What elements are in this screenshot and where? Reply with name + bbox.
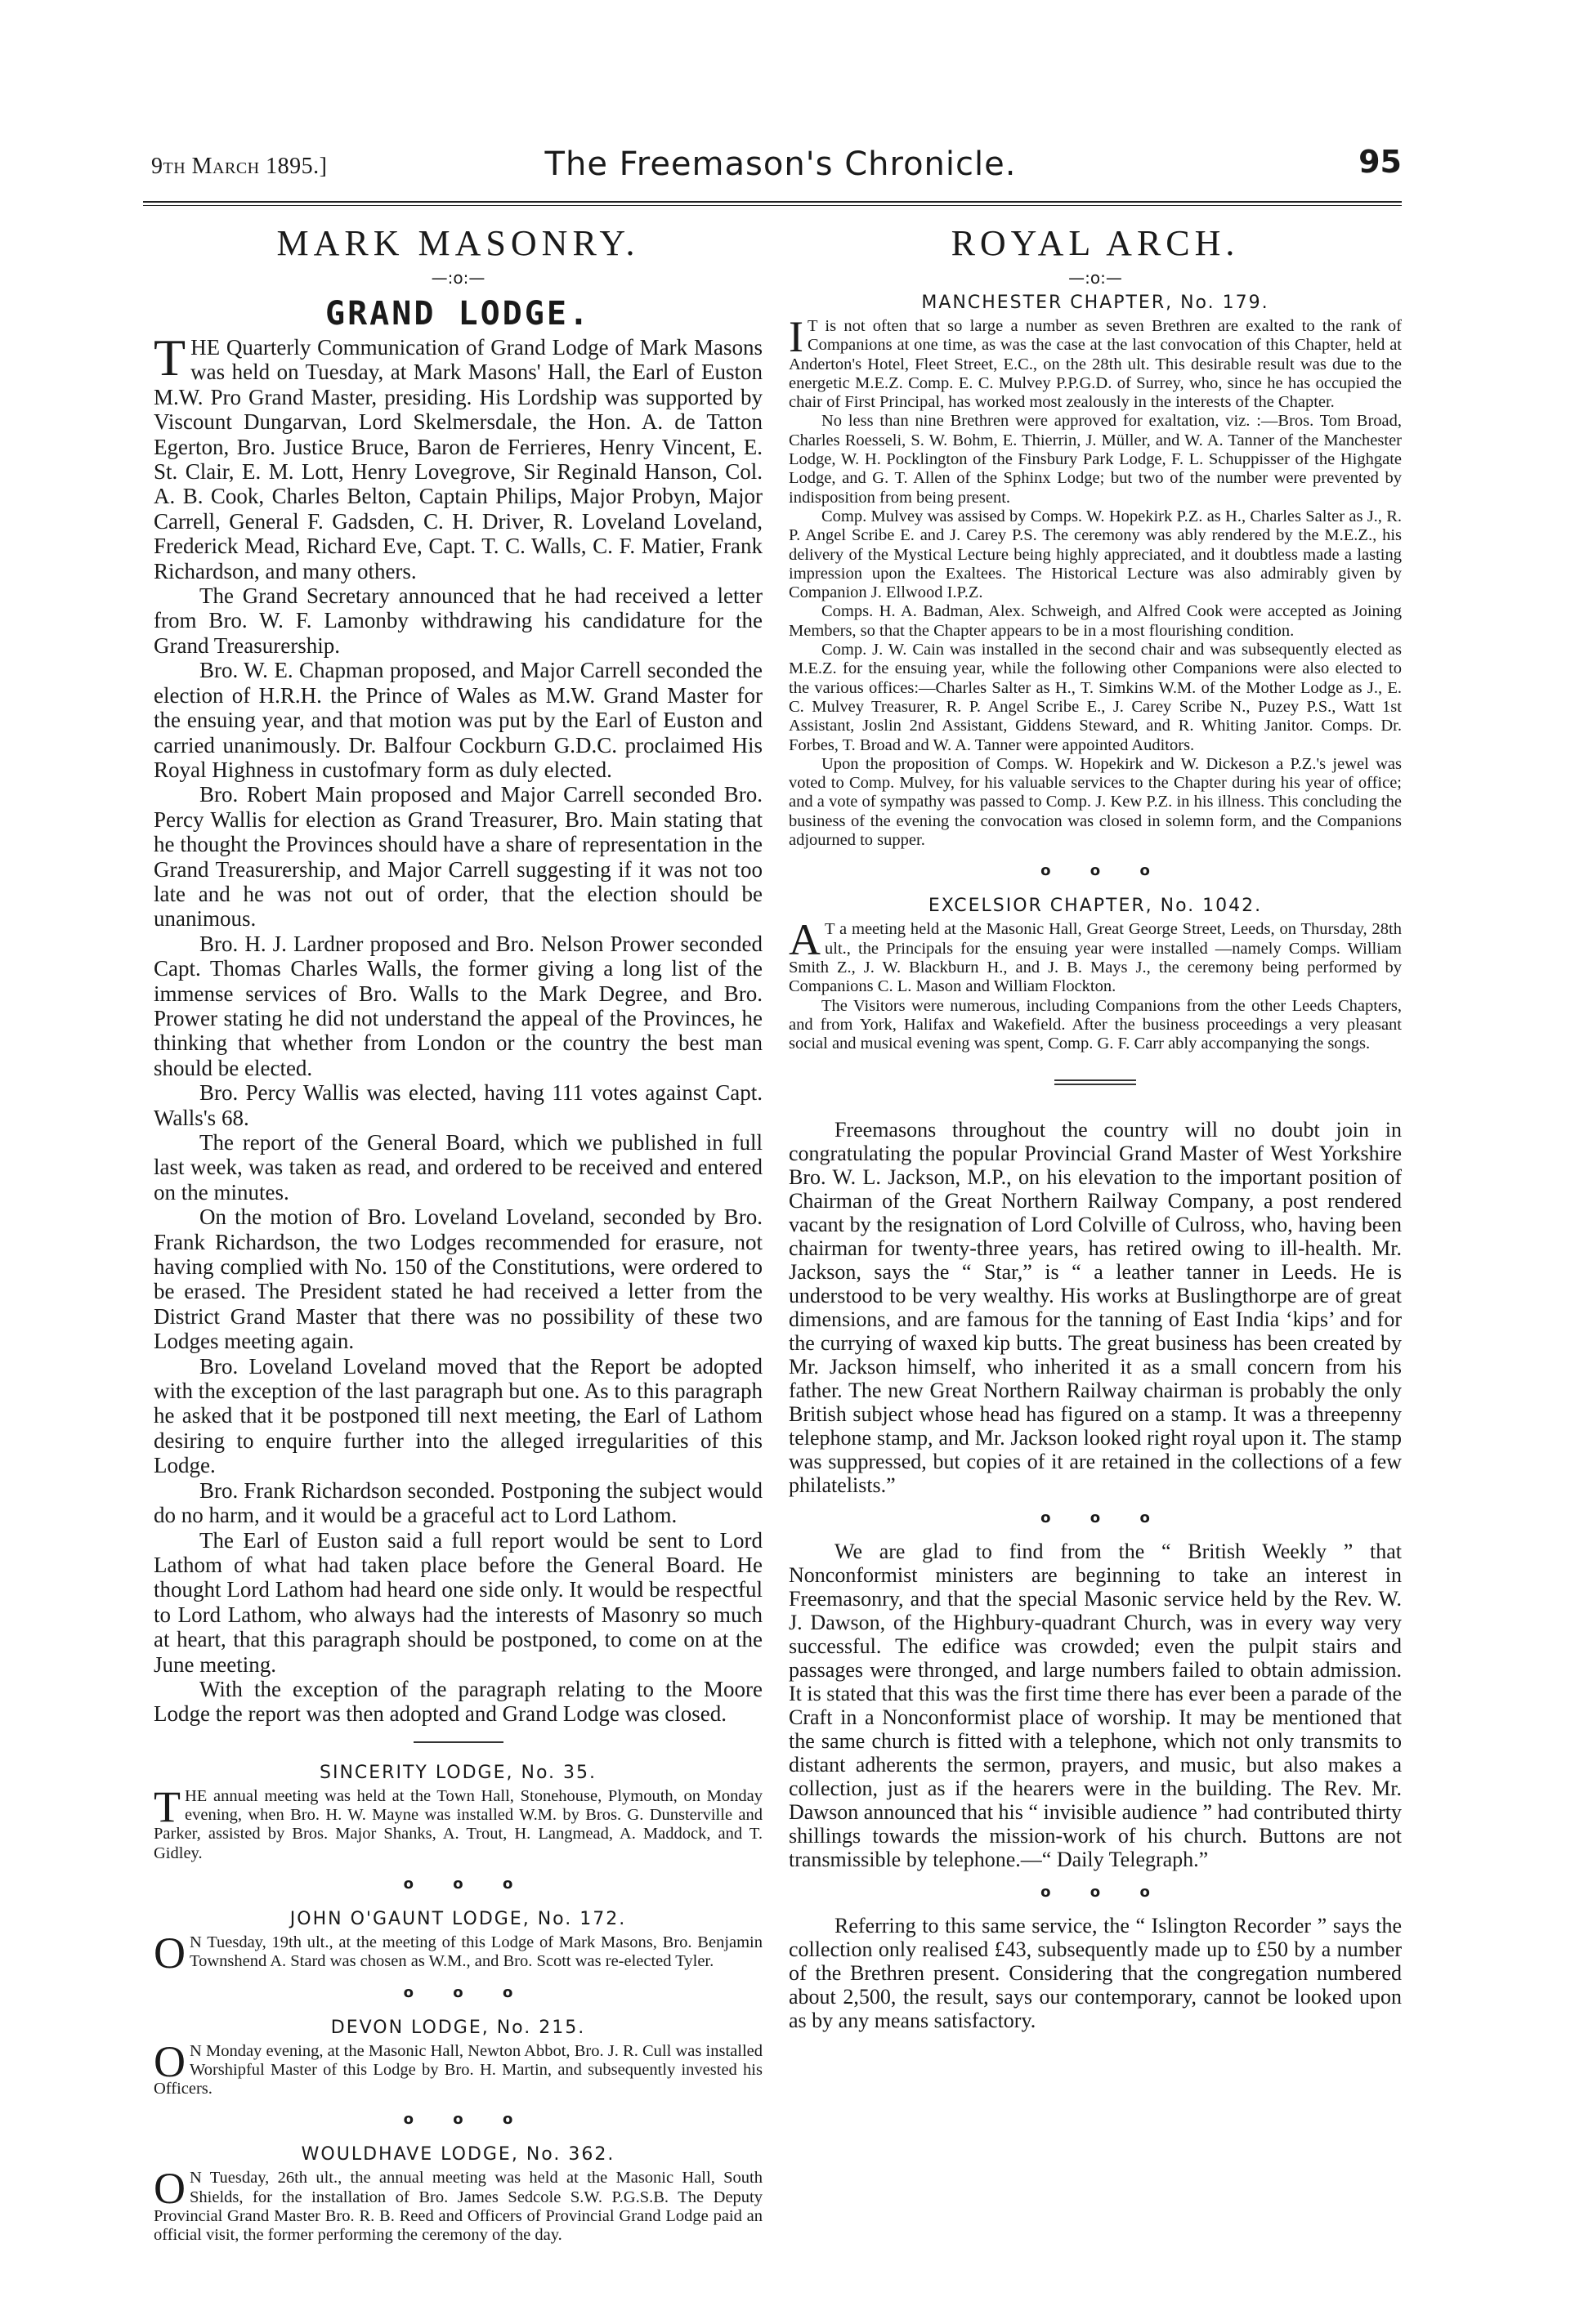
drop-cap: T — [154, 1781, 181, 1831]
paragraph: Bro. Loveland Loveland moved that the Report be adopted with the exception of the last paragraph but one. As to this paragraph he asked that it be postponed till next meeting, the Earl of Lathom desiring to enquire further into the alleged irregularities of this Lodge. — [154, 1353, 763, 1478]
drop-cap: I — [789, 312, 803, 361]
paragraph: Bro. Frank Richardson seconded. Postponing the subject would do no harm, and it would be a graceful act to Lord Lathom. — [154, 1477, 763, 1528]
section-divider — [1054, 1079, 1136, 1085]
paragraph-text: HE Quarterly Communication of Grand Lodge of Mark Masons was held on Tuesday, at Mark Masons' Hall, the Earl of Euston M.W. Pro Grand Master, presiding. His Lordship was supported by Viscount Dungarvan, Lord Skelmersdale, the Hon. A. de Tatton Egerton, Bro. Justice Bruce, Baron de Ferrieres, Henry Vincent, E. St. Clair, E. M. Lott, Henry Lovegrove, Sir Reginald Hanson, Col. A. B. Cook, Charles Belton, Captain Philips, Major Probyn, Major Carrell, General F. Gadsden, C. H. Driver, R. Loveland Loveland, Frederick Mead, Richard Eve, Capt. T. C. Walls, C. F. Matier, Frank Richardson, and many others. — [154, 335, 763, 583]
paragraph: No less than nine Brethren were approved for exaltation, viz. :—Bros. Tom Broad, Charles Roesseli, S. W. Bohm, E. Thierrin, J. Müller, and W. A. Tanner of the Manchester Lodge, W. H. Pocklington of the Finsbury Park Lodge, F. L. Schuppisser of the Highgate Lodge, and G. T. Allen of the Sphinx Lodge; but two of the number were prevented by indisposition from being present. — [789, 412, 1402, 507]
paragraph: Upon the proposition of Comps. W. Hopekirk and W. Dickeson a P.Z.'s jewel was voted to Comp. Mulvey, for his valuable services to the Chapter during his year of office; and a vote of sympathy was passed to Comp. J. Kew P.Z. in his illness. This concluding the business of the evening the convocation was closed in solemn form, and the Companions adjourned to supper. — [789, 754, 1402, 850]
chapter-title: MANCHESTER CHAPTER, No. 179. — [921, 293, 1269, 313]
lodge-title: SINCERITY LODGE, No. 35. — [320, 1762, 597, 1783]
page-number: 95 — [1358, 144, 1402, 180]
section-separator: —:o:— — [431, 268, 485, 288]
paragraph-text: N Tuesday, 26th ult., the annual meeting was held at the Masonic Hall, South Shields, for the installation of Bro. James Sedcole S.W. P.G.S.B. The Deputy Provincial Grand Master Bro. R. B. Reed and Officers of Provincial Grand Lodge paid an official visit, the former performing the ceremony of the day. — [154, 2169, 763, 2245]
issue-date: 9th March 1895.] — [151, 154, 328, 179]
paragraph-text: N Tuesday, 19th ult., at the meeting of this Lodge of Mark Masons, Bro. Benjamin Townshend A. Stard was chosen as W.M., and Bro. Scott was re-elected Tyler. — [190, 1933, 763, 1971]
paragraph-islington: Referring to this same service, the “ Islington Recorder ” says the collection only realised £43, subsequently made up to £50 by a number of the Brethren present. Considering that the congregation numbered about 2,500, the result, says our contemporary, cannot be looked upon as by any means satisfactory. — [789, 1914, 1402, 2033]
page-header — [143, 144, 1418, 185]
paragraph — [154, 328, 763, 583]
paragraph: The Grand Secretary announced that he had received a letter from Bro. W. F. Lamonby withdrawing his candidature for the Grand Treasurership. — [154, 583, 763, 658]
section-title-royal-arch: ROYAL ARCH. — [951, 223, 1240, 263]
paragraph-text: T is not often that so large a number as seven Brethren are exalted to the rank of Companions at one time, as was the case at the last convocation of this Chapter, held at Anderton's Hotel, Fleet Street, E.C., on the 28th ult. This desirable result was due to the energetic M.E.Z. Comp. E. C. Mulvey P.P.G.D. of Surrey, who, since he has occupied the chair of First Principal, has worked most zealously in the interests of the Chapter. — [789, 317, 1402, 412]
paragraph: Bro. Percy Wallis was elected, having 111 votes against Capt. Walls's 68. — [154, 1080, 763, 1130]
paragraph: Bro. Robert Main proposed and Major Carrell seconded Bro. Percy Wallis for election as Grand Treasurer, Bro. Main stating that he thought the Provinces should have a share of representation in the Grand Treasurership, and Major Carrell suggesting if it was not too late and he was not out of order, that the election should be unanimous. — [154, 782, 763, 932]
chapter-title: EXCELSIOR CHAPTER, No. 1042. — [928, 896, 1263, 917]
section-title-mark-masonry: MARK MASONRY. — [276, 223, 640, 263]
lodge-report — [154, 2164, 763, 2245]
paragraph: Comp. Mulvey was assised by Comps. W. Hopekirk P.Z. as H., Charles Salter as J., R. P. Angel Scribe E. and J. Carey P.S. The ceremony was ably rendered by the M.E.Z., his delivery of the Mystical Lecture being highly appreciated, and it doubtless made a lasting impression upon the Exaltees. The Historical Lecture was also admirably given by Companion J. Ellwood I.P.Z. — [789, 507, 1402, 602]
drop-cap: O — [154, 2164, 186, 2214]
lodge-report — [154, 1928, 763, 1978]
paragraph — [789, 312, 1402, 412]
paragraph: Bro. W. E. Chapman proposed, and Major Carrell seconded the election of H.R.H. the Prince of Wales as M.W. Grand Master for the ensuing year, and that motion was put by the Earl of Euston and carried unanimously. Dr. Balfour Cockburn G.D.C. proclaimed His Royal Highness in custofmary form as duly elected. — [154, 658, 763, 782]
news-notes — [789, 1118, 1402, 2032]
paragraph: Comps. H. A. Badman, Alex. Schweigh, and Alfred Cook were accepted as Joining Members, so that the Chapter appears to be in a most flourishing condition. — [789, 602, 1402, 640]
lodge-reports — [154, 1759, 763, 2246]
drop-cap: O — [154, 2036, 186, 2086]
ornament-separator: o o o — [403, 1875, 513, 1893]
section-divider — [414, 1741, 503, 1743]
left-column — [154, 221, 763, 2246]
lodge-report — [154, 2036, 763, 2099]
paragraph-text: T a meeting held at the Masonic Hall, Great George Street, Leeds, on Thursday, 28th ult., the Principals for the ensuing year were installed —namely Comps. William Smith Z., J. W. Blackburn H., and J. B. Mays J., the ceremony being performed by Companions C. L. Mason and William Flockton. — [789, 920, 1402, 996]
ornament-separator: o o o — [403, 1983, 513, 2001]
paragraph: Comp. J. W. Cain was installed in the second chair and was subsequently elected as M.E.Z. for the ensuing year, while the following other Companions were also elected to the various offices:—Charles Salter as H., T. Simkins W.M. of the Mother Lodge as J., E. C. Mulvey Treasurer, R. P. Angel Scribe E., J. Carey Scribe N., Puzey P.S., Watt 1st Assistant, Joslin 2nd Assistant, Giddens Steward, and R. Whiting Janitor. Comps. Dr. Forbes, T. Broad and W. A. Tanner were appointed Auditors. — [789, 641, 1402, 754]
drop-cap: A — [789, 915, 821, 965]
lodge-title: DEVON LODGE, No. 215. — [330, 2017, 586, 2038]
paragraph: The Earl of Euston said a full report would be sent to Lord Lathom of what had taken place before the General Board. He thought Lord Lathom had heard one side only. It would be respectful to Lord Lathom, who always had the interests of Masonry so much at heart, that this paragraph should be postponed, to come on at the June meeting. — [154, 1527, 763, 1677]
paragraph-text: N Monday evening, at the Masonic Hall, Newton Abbot, Bro. J. R. Cull was installed Worshipful Master of this Lodge by Bro. H. Martin, and subsequently invested his Officers. — [154, 2041, 763, 2098]
ornament-separator: o o o — [1040, 862, 1150, 880]
right-column — [789, 221, 1402, 2032]
publication-title: The Freemason's Chronicle. — [544, 145, 1017, 183]
drop-cap: O — [154, 1928, 186, 1978]
paragraph: The Visitors were numerous, including Companions from the other Leeds Chapters, and from York, Halifax and Wakefield. After the business proceedings a very pleasant social and musical evening was spent, Comp. G. F. Carr ably accompanying the songs. — [789, 996, 1402, 1053]
paragraph-british-weekly: We are glad to find from the “ British Weekly ” that Nonconformist ministers are beginning to take an interest in Freemasonry, and that the special Masonic service held by the Rev. W. J. Dawson, of the Highbury-quadrant Church, was in every way very successful. The edifice was crowded; even the pulpit stairs and passages were thronged, and large numbers failed to obtain admission. It is stated that this was the first time there has ever been a parade of the Craft in a Nonconformist place of worship. It may be mentioned that the same church is fitted with a telephone, which not only transmits to distant adherents the sermon, prayers, and music, but also makes a collection, just as if the hearers were in the building. The Rev. Mr. Dawson announced that his “ invisible audience ” had contributed thirty shillings towards the mission-work of his church. Buttons are not transmissible by telephone.—“ Daily Telegraph.” — [789, 1540, 1402, 1872]
lodge-title: JOHN O'GAUNT LODGE, No. 172. — [289, 1908, 627, 1929]
paragraph: The report of the General Board, which we published in full last week, was taken as read, and ordered to be received and entered on the minutes. — [154, 1130, 763, 1204]
grand-lodge-title: GRAND LODGE. — [325, 295, 591, 333]
ornament-separator: o o o — [1040, 1884, 1150, 1902]
grand-lodge-article — [154, 328, 763, 1727]
chapter-reports — [789, 289, 1402, 1053]
paragraph: On the motion of Bro. Loveland Loveland, seconded by Bro. Frank Richardson, the two Lodges recommended for erasure, not having complied with No. 150 of the Constitutions, were ordered to be erased. The President stated he had received a letter from the District Grand Master that there was no possibility of these two Lodges meeting again. — [154, 1204, 763, 1354]
paragraph-text: HE annual meeting was held at the Town Hall, Stonehouse, Plymouth, on Monday evening, when Bro. H. W. Mayne was installed W.M. by Bros. G. Dunsterville and Parker, assisted by Bros. Major Shanks, A. Trout, H. Langmead, A. Maddock, and T. Gidley. — [154, 1786, 763, 1862]
section-separator: —:o:— — [1068, 268, 1122, 288]
header-rule — [143, 201, 1402, 206]
lodge-report — [154, 1781, 763, 1863]
paragraph: With the exception of the paragraph relating to the Moore Lodge the report was then adopted and Grand Lodge was closed. — [154, 1676, 763, 1727]
ornament-separator: o o o — [1040, 1509, 1150, 1527]
paragraph-jackson: Freemasons throughout the country will no doubt join in congratulating the popular Provincial Grand Master of West Yorkshire Bro. W. L. Jackson, M.P., on his elevation to the important position of Chairman of the Great Northern Railway Company, a post rendered vacant by the resignation of Lord Colville of Culross, who, having been chairman for twenty-three years, has retired owing to ill-health. Mr. Jackson, says the “ Star,” is “ a leather tanner in Leeds. He is understood to be very wealthy. His works at Buslingthorpe are of great dimensions, and are famous for the tanning of East India ‘kips’ and for the currying of waxed kip butts. The great business has been created by Mr. Jackson himself, who inherited it as a small concern from his father. The new Great Northern Railway chairman is probably the only British subject whose head has figured on a stamp. It was a threepenny telephone stamp, and Mr. Jackson looked right royal upon it. The stamp was suppressed, but copies of it are retained in the collections of a few philatelists.” — [789, 1118, 1402, 1498]
paragraph: Bro. H. J. Lardner proposed and Bro. Nelson Prower seconded Capt. Thomas Charles Walls, the former giving a long list of the immense services of Bro. Walls to the Mark Degree, and Bro. Prower stating he did not understand the appeal of the Provinces, he thinking that whether from London or the country the best man should be elected. — [154, 931, 763, 1080]
paragraph — [789, 915, 1402, 996]
ornament-separator: o o o — [403, 2111, 513, 2129]
lodge-title: WOULDHAVE LODGE, No. 362. — [301, 2144, 615, 2165]
drop-cap: T — [154, 328, 186, 387]
